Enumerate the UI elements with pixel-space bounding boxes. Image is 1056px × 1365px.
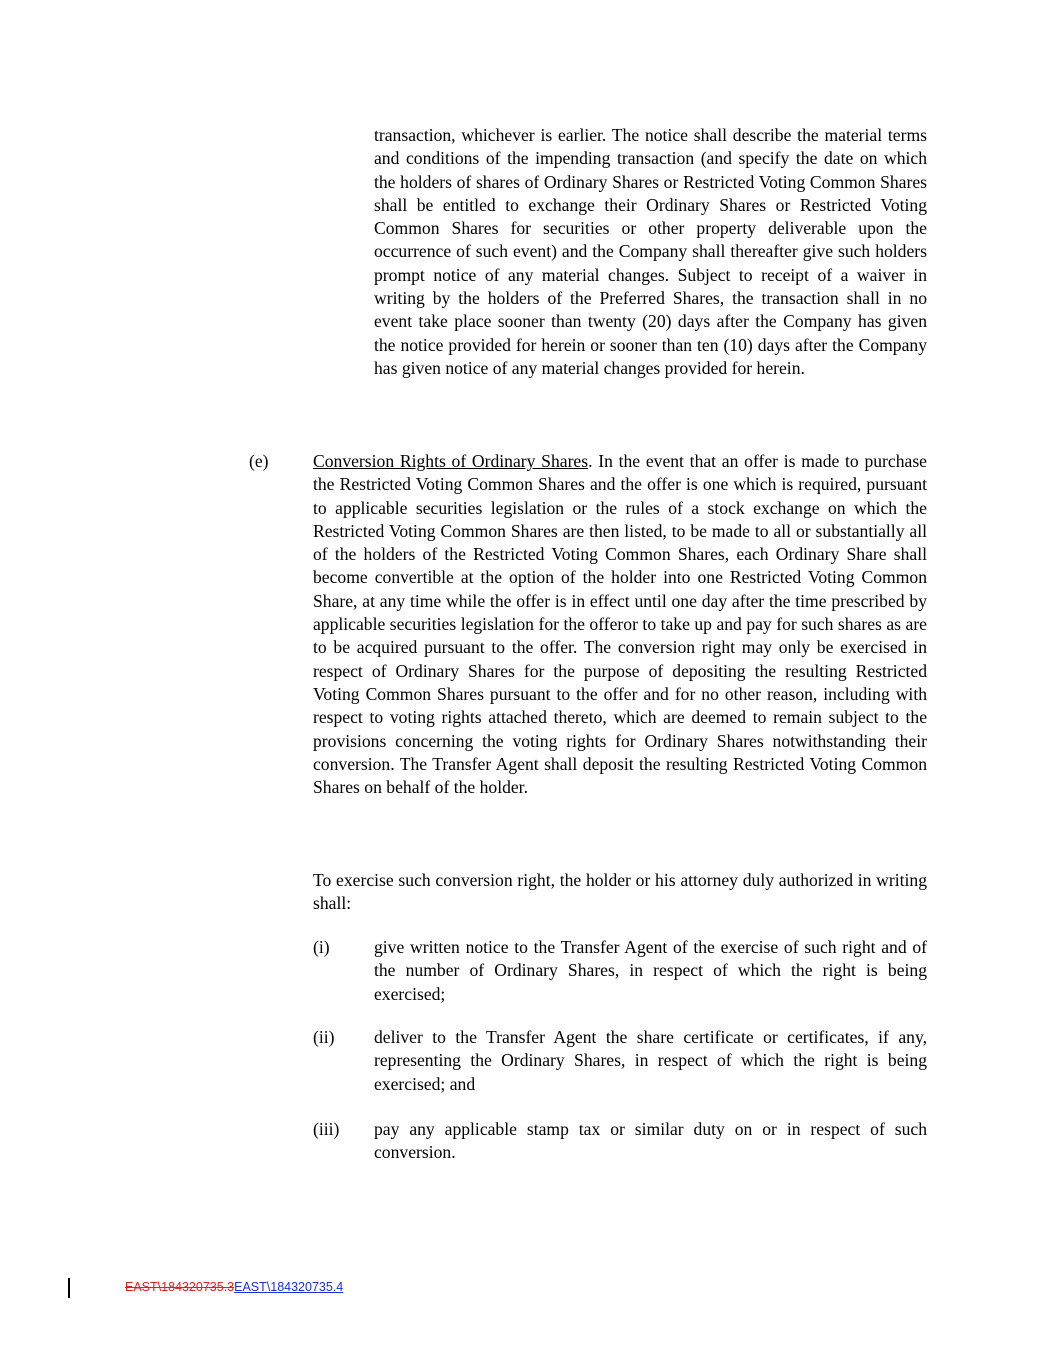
item-i-label: (i) xyxy=(313,937,330,957)
revision-change-bar xyxy=(68,1278,70,1298)
footer-deleted-ref: EAST\184320735.3 xyxy=(125,1280,235,1294)
item-iii-label: (iii) xyxy=(313,1119,340,1139)
section-e-body: . In the event that an offer is made to purchase the Restricted Voting Common Shares and the offer is one which is required, pursuant to applicable securities legislation or the rules of a stock exchange on which the Restricted Voting Common Shares are then listed, to be made to all or substantially all of the holders of the Restricted Voting Common Shares, each Ordinary Share shall become convertible at the option of the holder into one Restricted Voting Common Share, at any time while the offer is in effect until one day after the time prescribed by applicable securities legislation for the offeror to take up and pay for such shares as are to be acquired pursuant to the offer. The conversion right may only be exercised in respect of Ordinary Shares for the purpose of depositing the resulting Restricted Voting Common Shares pursuant to the offer and for no other reason, including with respect to voting rights attached thereto, which are deemed to remain subject to the provisions concerning the voting rights for Ordinary Shares notwithstanding their conversion. The Transfer Agent shall deposit the resulting Restricted Voting Common Shares on behalf of the holder. xyxy=(313,451,927,798)
footer-inserted-ref: EAST\184320735.4 xyxy=(234,1280,344,1294)
section-e-paragraph xyxy=(313,450,927,799)
item-iii-text: pay any applicable stamp tax or similar duty on or in respect of such conversion. xyxy=(374,1119,927,1163)
section-e-label: (e) xyxy=(249,451,269,471)
continuation-paragraph: transaction, whichever is earlier. The notice shall describe the material terms and conditions of the impending transaction (and specify the date on which the holders of shares of Ordinary Shares or Restricted Voting Common Shares shall be entitled to exchange their Ordinary Shares or Restricted Voting Common Shares for securities or other property deliverable upon the occurrence of such event) and the Company shall thereafter give such holders prompt notice of any material changes. Subject to receipt of a waiver in writing by the holders of the Preferred Shares, the transaction shall in no event take place sooner than twenty (20) days after the Company has given the notice provided for herein or sooner than ten (10) days after the Company has given notice of any material changes provided for herein. xyxy=(374,125,927,378)
footer-document-id xyxy=(125,1280,343,1295)
item-i-text: give written notice to the Transfer Agent of the exercise of such right and of the number of Ordinary Shares, in respect of which the right is being exercised; xyxy=(374,937,927,1004)
item-ii-text: deliver to the Transfer Agent the share certificate or certificates, if any, representing the Ordinary Shares, in respect of which the right is being exercised; and xyxy=(374,1027,927,1094)
item-ii-label: (ii) xyxy=(313,1027,335,1047)
section-e-heading: Conversion Rights of Ordinary Shares xyxy=(313,451,589,471)
exercise-intro: To exercise such conversion right, the holder or his attorney duly authorized in writing shall: xyxy=(313,870,927,914)
